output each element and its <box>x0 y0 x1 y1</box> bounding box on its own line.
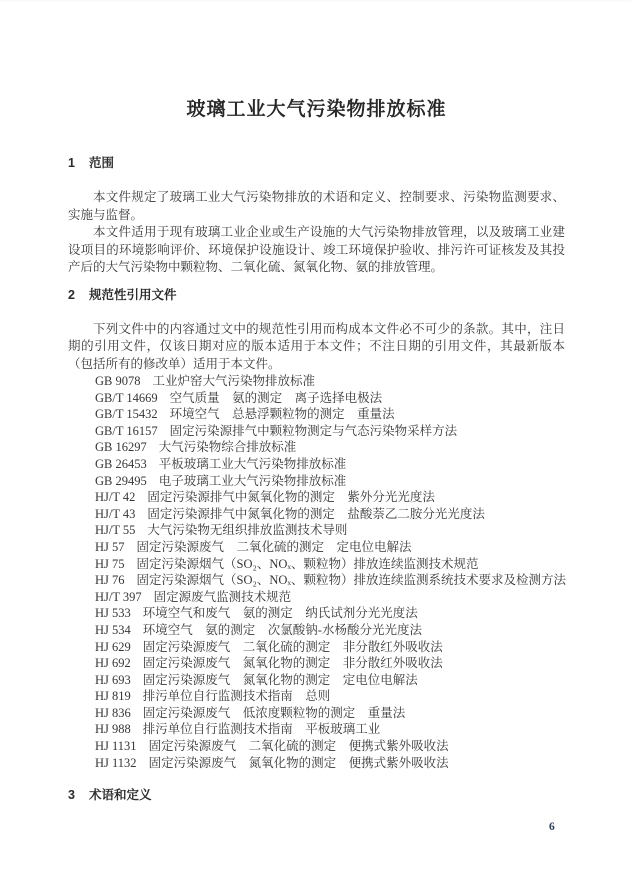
page-number: 6 <box>549 821 555 833</box>
reference-code: HJ 533 <box>95 606 131 621</box>
reference-code: HJ 75 <box>95 556 125 571</box>
reference-code: HJ 629 <box>95 639 131 654</box>
reference-code: HJ/T 55 <box>95 523 136 538</box>
section-3-number: 3 <box>68 788 75 803</box>
reference-code: HJ 988 <box>95 722 131 737</box>
reference-title: 固定污染源废气 氮氧化物的测定 定电位电解法 <box>142 672 418 687</box>
reference-code: GB 16297 <box>95 440 147 455</box>
reference-item <box>95 556 565 573</box>
reference-title: 固定污染源排气中氮氧化物的测定 紫外分光光度法 <box>147 490 435 505</box>
reference-title: 环境空气和废气 氨的测定 纳氏试剂分光光度法 <box>142 606 418 621</box>
reference-title: 环境空气 总悬浮颗粒物的测定 重量法 <box>169 407 395 422</box>
reference-item <box>95 539 565 556</box>
reference-title: 空气质量 氨的测定 离子选择电极法 <box>169 390 383 405</box>
reference-item <box>95 705 565 722</box>
reference-title: 排污单位自行监测技术指南 平板玻璃工业 <box>142 722 381 737</box>
reference-code: HJ 57 <box>95 539 125 554</box>
section-3-title: 术语和定义 <box>88 788 152 803</box>
reference-item <box>95 373 565 390</box>
reference-item <box>95 622 565 639</box>
reference-code: HJ 1131 <box>95 739 137 754</box>
reference-item <box>95 522 565 539</box>
reference-title: 固定污染源废气 二氧化硫的测定 非分散红外吸收法 <box>142 639 443 654</box>
reference-item <box>95 639 565 656</box>
reference-title: 平板玻璃工业大气污染物排放标准 <box>158 456 347 471</box>
reference-item <box>95 390 565 407</box>
reference-code: HJ/T 397 <box>95 589 142 604</box>
reference-title: 排污单位自行监测技术指南 总则 <box>142 689 331 704</box>
reference-code: HJ 693 <box>95 672 131 687</box>
reference-item <box>95 423 565 440</box>
reference-list <box>68 373 565 771</box>
reference-item <box>95 506 565 523</box>
section-1-heading <box>68 155 565 172</box>
reference-item <box>95 755 565 772</box>
reference-code: HJ 76 <box>95 573 125 588</box>
reference-code: GB/T 16157 <box>95 423 158 438</box>
reference-item <box>95 655 565 672</box>
scope-paragraph-2: 本文件适用于现有玻璃工业企业或生产设施的大气污染物排放管理，以及玻璃工业建设项目的环境影响评价、环境保护设施设计、竣工环境保护验收、排污许可证核发及其投产后的大气污染物中颗粒物、二氧化硫、氮氧化物、氨的排放管理。 <box>68 225 565 274</box>
reference-item <box>95 456 565 473</box>
section-1-title: 范围 <box>88 156 114 170</box>
page-title: 玻璃工业大气污染物排放标准 <box>186 99 447 120</box>
reference-code: GB/T 14669 <box>95 390 158 405</box>
reference-title: 固定污染源废气 低浓度颗粒物的测定 重量法 <box>142 705 406 720</box>
reference-title: 大气污染物无组织排放监测技术导则 <box>147 523 348 538</box>
scope-paragraph-1: 本文件规定了玻璃工业大气污染物排放的术语和定义、控制要求、污染物监测要求、实施与监督。 <box>68 190 565 222</box>
reference-title: 固定源废气监测技术规范 <box>153 589 292 604</box>
section-2-heading <box>68 287 565 304</box>
reference-code: GB 29495 <box>95 473 147 488</box>
reference-title: 固定污染源废气 氮氧化物的测定 便携式紫外吸收法 <box>148 755 449 770</box>
reference-title: 大气污染物综合排放标准 <box>158 440 297 455</box>
reference-item <box>95 589 565 606</box>
reference-code: HJ/T 42 <box>95 490 136 505</box>
document-page <box>0 2 631 891</box>
reference-code: HJ 1132 <box>95 755 137 770</box>
reference-item <box>95 439 565 456</box>
reference-code: GB/T 15432 <box>95 407 158 422</box>
section-1-number: 1 <box>68 156 75 170</box>
reference-title: 工业炉窑大气污染物排放标准 <box>152 374 316 388</box>
reference-code: GB 26453 <box>95 456 147 471</box>
reference-title: 固定污染源废气 氮氧化物的测定 非分散红外吸收法 <box>142 656 443 671</box>
reference-item <box>95 688 565 705</box>
reference-item <box>95 721 565 738</box>
reference-item <box>95 489 565 506</box>
reference-code: HJ/T 43 <box>95 506 136 521</box>
section-2-title: 规范性引用文件 <box>88 287 177 302</box>
section-2-number: 2 <box>68 287 75 302</box>
reference-title: 固定污染源烟气（SO₂、NOₓ、颗粒物）排放连续监测系统技术要求及检测方法 <box>136 573 567 588</box>
reference-code: HJ 836 <box>95 705 131 720</box>
reference-title: 电子玻璃工业大气污染物排放标准 <box>158 473 347 488</box>
reference-code: HJ 692 <box>95 656 131 671</box>
section-3-heading <box>68 787 565 804</box>
reference-title: 固定污染源烟气（SO₂、NOₓ、颗粒物）排放连续监测技术规范 <box>136 556 479 571</box>
reference-code: GB 9078 <box>95 374 141 388</box>
reference-title: 固定污染源排气中氮氧化物的测定 盐酸萘乙二胺分光光度法 <box>147 506 485 521</box>
reference-item <box>95 738 565 755</box>
reference-title: 固定污染源废气 二氧化硫的测定 便携式紫外吸收法 <box>148 739 449 754</box>
reference-code: HJ 819 <box>95 689 131 704</box>
reference-item <box>95 572 565 589</box>
reference-code: HJ 534 <box>95 622 131 637</box>
reference-item <box>95 605 565 622</box>
reference-item <box>95 672 565 689</box>
reference-item <box>95 473 565 490</box>
reference-item <box>95 406 565 423</box>
references-intro-paragraph: 下列文件中的内容通过文中的规范性引用而构成本文件必不可少的条款。其中，注日期的引用文件，仅该日期对应的版本适用于本文件；不注日期的引用文件，其最新版本（包括所有的修改单）适用于本文件。 <box>68 321 565 371</box>
reference-title: 环境空气 氨的测定 次氯酸钠-水杨酸分光光度法 <box>142 622 422 637</box>
reference-title: 固定污染源排气中颗粒物测定与气态污染物采样方法 <box>169 423 458 438</box>
reference-title: 固定污染源废气 二氧化硫的测定 定电位电解法 <box>136 539 412 554</box>
